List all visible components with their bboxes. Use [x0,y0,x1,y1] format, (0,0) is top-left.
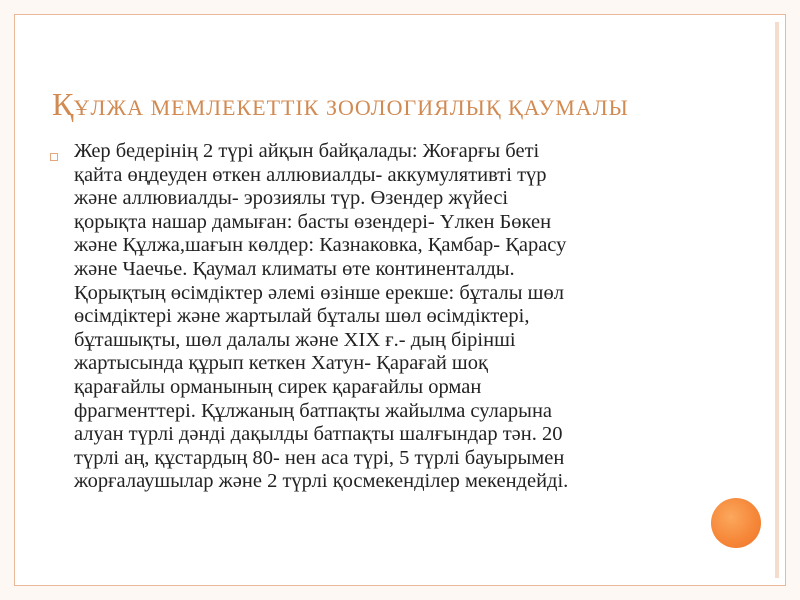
square-bullet-icon [50,153,58,161]
title-rest: ҰЛЖА МЕМЛЕКЕТТІК ЗООЛОГИЯЛЫҚ ҚАУМАЛЫ [73,95,629,120]
slide-title [52,86,772,123]
body-paragraph: Жер бедерінің 2 түрі айқын байқалады: Жоғарғы беті қайта өңдеуден өткен аллювиалды- аккумулятивті түр және аллювиалды- эрозиялы түр. Өзендер жүйесі қорықта нашар дамыған: басты өзендері- Үлкен Бөкен және Құлжа,шағын көлдер: Казнаковка, Қамбар- Қарасу және Чаечье. Қаумал климаты өте континенталды. Қорықтың өсімдіктер әлемі өзінше ерекше: бұталы шөл өсімдіктері және жартылай бұталы шөл өсімдіктері, бұташықты, шөл далалы және XIX ғ.- дың бірінші жартысында құрып кеткен Хатун- Қарағай шоқ қарағайлы орманының сирек қарағайлы орман фрагменттері. Құлжаның батпақты жайылма суларына алуан түрлі дәнді дақылды батпақты шалғындар тән. 20 түрлі аң, құстардың 80- нен аса түрі, 5 түрлі бауырымен жорғалаушылар және 2 түрлі қосмекенділер мекендейді. [74,140,569,493]
side-accent-bar [775,22,779,578]
title-initial: Қ [52,86,74,122]
orange-circle-icon [711,498,761,548]
